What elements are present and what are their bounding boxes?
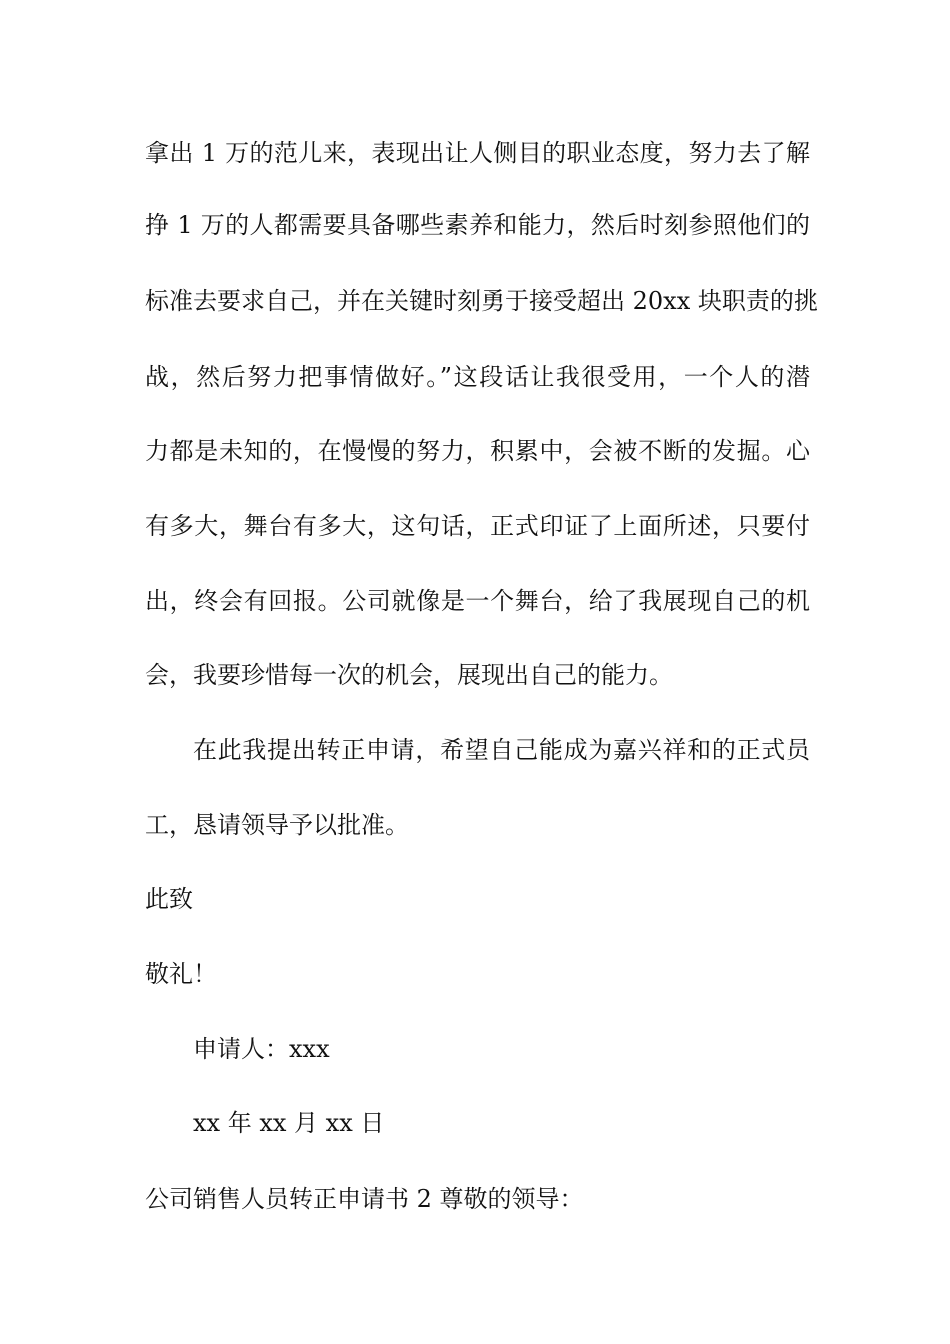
closing-salutation: 此致 bbox=[145, 885, 193, 913]
body-line-7: 出，终会有回报。公司就像是一个舞台，给了我展现自己的机 bbox=[145, 587, 810, 615]
body-line-3: 标准去要求自己，并在关键时刻勇于接受超出 20xx 块职责的挑 bbox=[145, 287, 818, 315]
date-line: xx 年 xx 月 xx 日 bbox=[193, 1109, 385, 1137]
closing-regards: 敬礼！ bbox=[145, 960, 217, 988]
body-line-4: 战，然后努力把事情做好。”这段话让我很受用，一个人的潜 bbox=[145, 363, 810, 391]
body-line-1: 拿出 1 万的范儿来，表现出让人侧目的职业态度，努力去了解 bbox=[145, 139, 810, 167]
body-line-5: 力都是未知的，在慢慢的努力，积累中，会被不断的发掘。心 bbox=[145, 437, 810, 465]
applicant-signature: 申请人：xxx bbox=[193, 1035, 330, 1063]
request-paragraph-line-1: 在此我提出转正申请，希望自己能成为嘉兴祥和的正式员 bbox=[193, 736, 810, 764]
request-paragraph-line-2: 工，恳请领导予以批准。 bbox=[145, 811, 409, 839]
body-line-2: 挣 1 万的人都需要具备哪些素养和能力，然后时刻参照他们的 bbox=[145, 211, 810, 239]
next-document-heading: 公司销售人员转正申请书 2 尊敬的领导： bbox=[145, 1185, 584, 1213]
body-line-6: 有多大，舞台有多大，这句话，正式印证了上面所述，只要付 bbox=[145, 512, 810, 540]
body-line-8: 会，我要珍惜每一次的机会，展现出自己的能力。 bbox=[145, 661, 673, 689]
